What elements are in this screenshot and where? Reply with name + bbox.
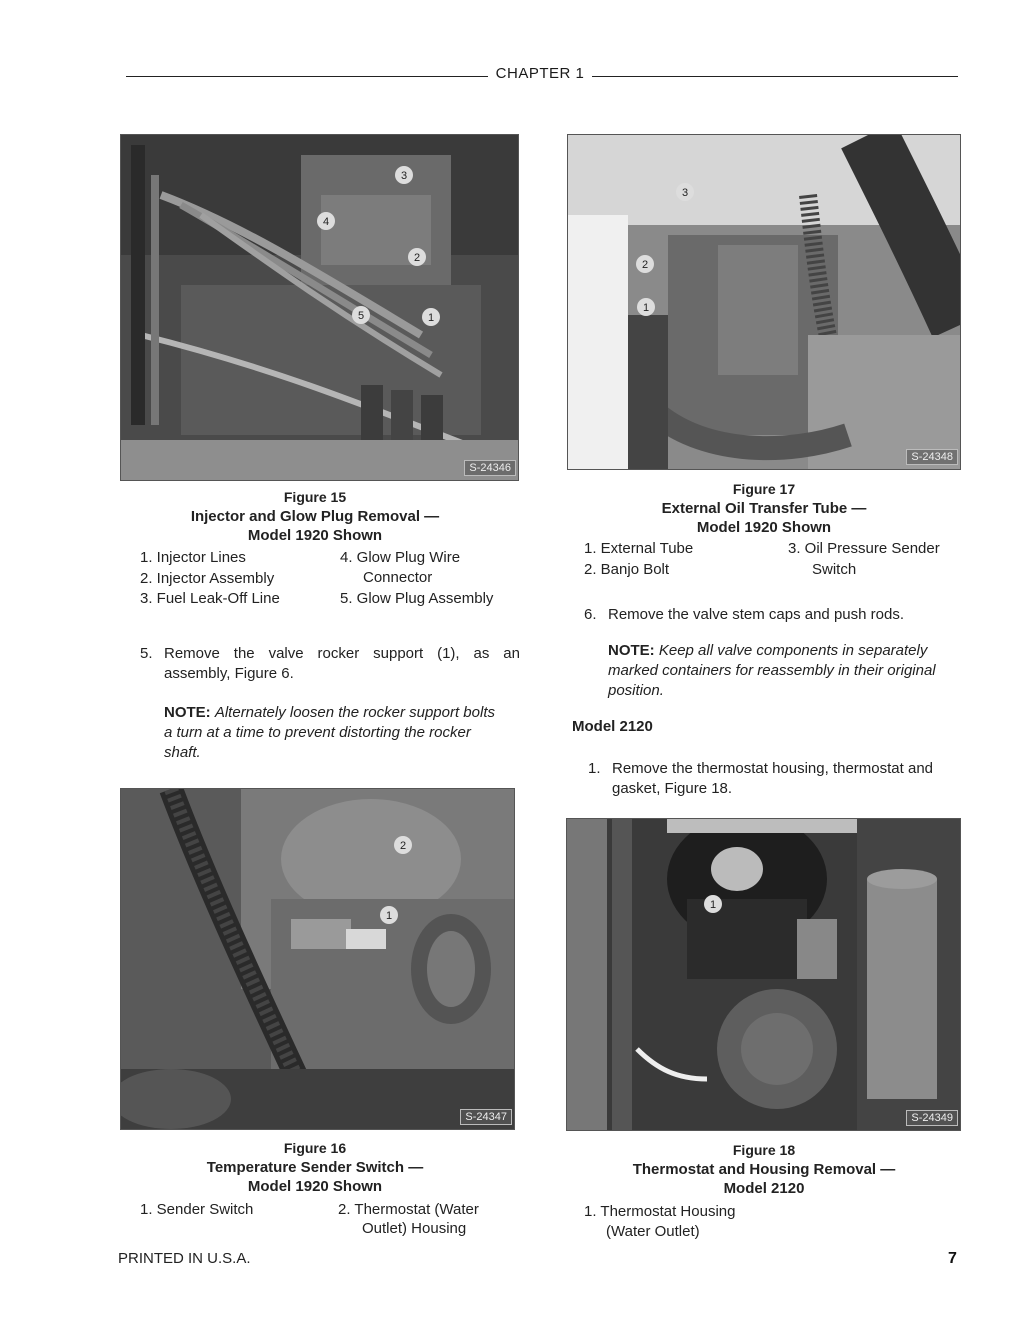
legend-item: 2. Banjo Bolt (584, 561, 670, 578)
callout-4: 4 (322, 216, 330, 228)
oil-tube-photo-illustration (568, 135, 960, 469)
callout-1: 1 (385, 910, 393, 922)
header-rule-right (592, 76, 958, 77)
step-text: Remove the valve stem caps and push rods. (608, 606, 904, 623)
figure-label: Figure 18 (732, 1142, 796, 1158)
note-line-1: Keep all valve components in separately (658, 642, 928, 659)
figure-title-line-2: Model 1920 Shown (696, 519, 832, 536)
note-label: NOTE: (608, 642, 655, 659)
callout-1: 1 (427, 312, 435, 324)
legend-item: 1. Sender Switch (140, 1201, 254, 1218)
note-rocker-bolts (164, 703, 519, 763)
callout-3: 3 (681, 187, 689, 199)
note-line-2: marked containers for reassembly in their original (608, 662, 936, 679)
callout-5: 5 (357, 310, 365, 322)
photo-number: S-24348 (906, 449, 958, 465)
step-number: 1. (588, 760, 601, 777)
figure-title-line-2: Model 1920 Shown (247, 1178, 383, 1195)
figure-15-photo (120, 134, 519, 481)
callout-3: 3 (400, 170, 408, 182)
legend-item: 1. Thermostat Housing (584, 1203, 736, 1220)
legend-item: 1. Injector Lines (140, 549, 246, 566)
photo-number: S-24347 (460, 1109, 512, 1125)
callout-2: 2 (399, 840, 407, 852)
printed-in-usa: PRINTED IN U.S.A. (118, 1250, 251, 1267)
step-text-line-2: gasket, Figure 18. (612, 780, 733, 797)
thermostat-photo-illustration (567, 819, 960, 1130)
figure-17-photo (567, 134, 961, 470)
legend-item: Connector (363, 569, 433, 586)
figure-title-line-1: Injector and Glow Plug Removal — (190, 508, 440, 525)
legend-item: 4. Glow Plug Wire (340, 549, 461, 566)
figure-title-line-1: Thermostat and Housing Removal — (632, 1161, 896, 1178)
step-number: 5. (140, 645, 153, 662)
figure-16-caption (150, 1139, 480, 1196)
legend-item: Switch (812, 561, 857, 578)
note-line-3: position. (608, 682, 664, 699)
callout-2: 2 (641, 259, 649, 271)
figure-title-line-2: Model 2120 (723, 1180, 805, 1197)
page-number: 7 (948, 1250, 957, 1267)
legend-item: 3. Oil Pressure Sender (788, 540, 940, 557)
sender-switch-photo-illustration (121, 789, 514, 1129)
step-6 (584, 605, 964, 627)
callout-1: 1 (642, 302, 650, 314)
callout-2: 2 (413, 252, 421, 264)
figure-label: Figure 15 (283, 489, 347, 505)
figure-title-line-1: Temperature Sender Switch — (206, 1159, 424, 1176)
legend-item: Outlet) Housing (362, 1220, 467, 1237)
step-text-line-1: Remove the thermostat housing, thermostat and (612, 760, 934, 777)
figure-18-photo (566, 818, 961, 1131)
callout-1: 1 (709, 899, 717, 911)
model-2120-heading: Model 2120 (572, 718, 653, 735)
note-line-1: Alternately loosen the rocker support bolts (214, 704, 495, 721)
photo-number: S-24349 (906, 1110, 958, 1126)
legend-item: 2. Thermostat (Water (338, 1201, 479, 1218)
legend-item: (Water Outlet) (606, 1223, 700, 1240)
figure-16-legend (140, 1200, 520, 1242)
note-valve-components (608, 641, 968, 701)
figure-label: Figure 16 (283, 1140, 347, 1156)
step-5 (140, 644, 520, 686)
figure-18-legend (584, 1202, 964, 1244)
figure-title-line-1: External Oil Transfer Tube — (661, 500, 867, 517)
figure-15-legend (140, 548, 530, 612)
figure-17-caption (596, 480, 932, 537)
chapter-heading: CHAPTER 1 (488, 65, 592, 82)
engine-photo-illustration (121, 135, 518, 480)
figure-15-caption (150, 488, 480, 545)
figure-18-caption (596, 1141, 932, 1198)
step-text-line-1: Remove the valve rocker support (1), as an (164, 645, 520, 662)
figure-16-photo (120, 788, 515, 1130)
step-number: 6. (584, 606, 597, 623)
figure-17-legend (584, 539, 964, 581)
legend-item: 3. Fuel Leak-Off Line (140, 590, 280, 607)
photo-number: S-24346 (464, 460, 516, 476)
legend-item: 5. Glow Plug Assembly (340, 590, 494, 607)
step-1 (588, 759, 968, 801)
note-label: NOTE: (164, 704, 211, 721)
figure-label: Figure 17 (732, 481, 796, 497)
legend-item: 2. Injector Assembly (140, 570, 275, 587)
legend-item: 1. External Tube (584, 540, 694, 557)
note-line-2: a turn at a time to prevent distorting the rocker (164, 724, 471, 741)
figure-title-line-2: Model 1920 Shown (247, 527, 383, 544)
step-text-line-2: assembly, Figure 6. (164, 665, 294, 682)
header-rule-left (126, 76, 488, 77)
note-line-3: shaft. (164, 744, 201, 761)
